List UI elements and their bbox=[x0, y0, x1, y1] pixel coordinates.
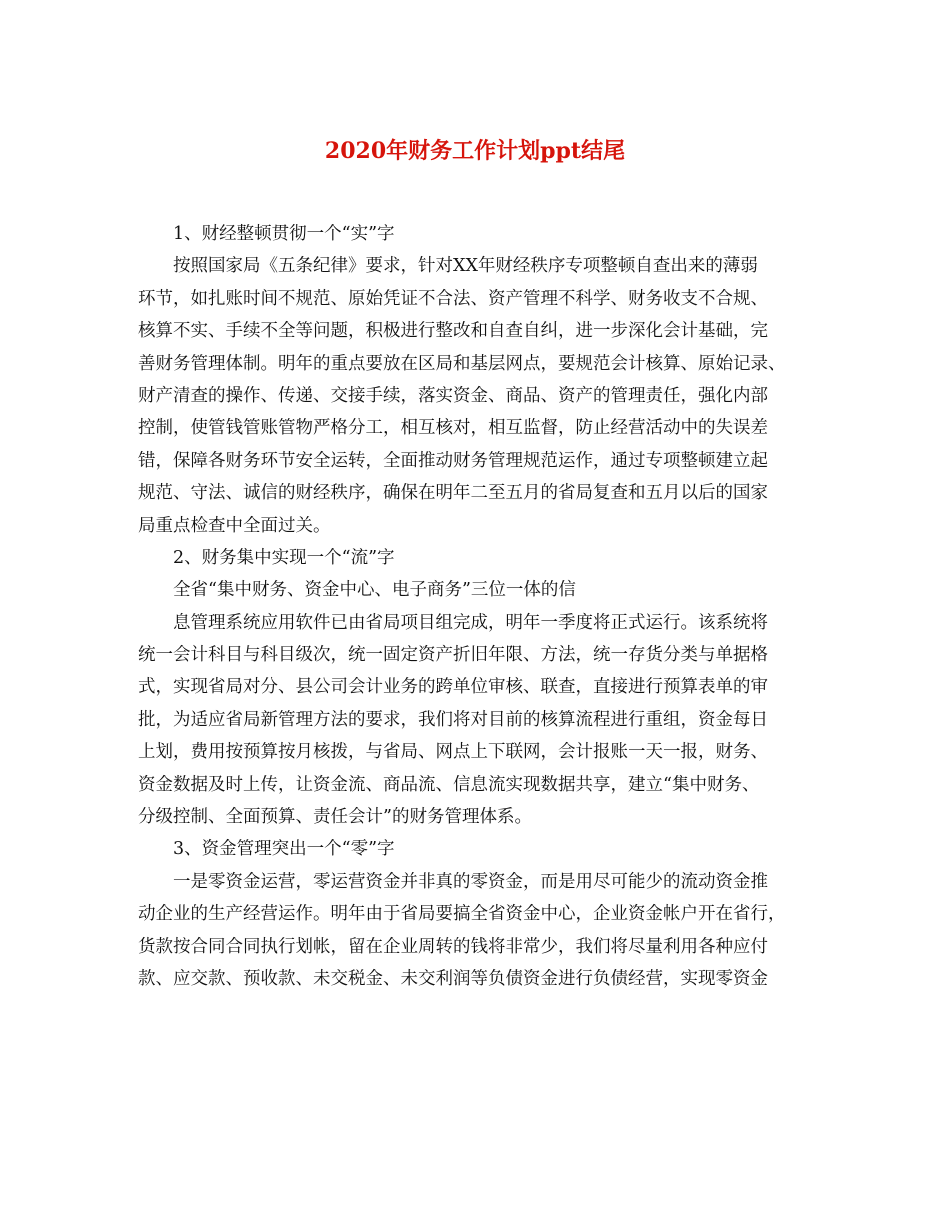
body-line: 一是零资金运营，零运营资金并非真的零资金，而是用尽可能少的流动资金推 bbox=[173, 871, 768, 892]
body-line: 环节，如扎账时间不规范、原始凭证不合法、资产管理不科学、财务收支不合规、 bbox=[138, 288, 768, 309]
body-line: 财产清查的操作、传递、交接手续，落实资金、商品、资产的管理责任，强化内部 bbox=[138, 385, 768, 406]
body-line: 货款按合同合同执行划帐，留在企业周转的钱将非常少，我们将尽量利用各种应付 bbox=[138, 936, 768, 957]
document-body bbox=[138, 218, 818, 995]
body-line: 资金数据及时上传，让资金流、商品流、信息流实现数据共享，建立“集中财务、 bbox=[138, 774, 760, 795]
body-line: 分级控制、全面预算、责任会计”的财务管理体系。 bbox=[138, 807, 532, 828]
body-line: 动企业的生产经营运作。明年由于省局要搞全省资金中心，企业资金帐户开在省行， bbox=[138, 904, 786, 925]
body-line: 局重点检查中全面过关。 bbox=[138, 515, 331, 536]
body-line: 统一会计科目与科目级次，统一固定资产折旧年限、方法，统一存货分类与单据格 bbox=[138, 645, 768, 666]
body-line: 核算不实、手续不全等问题，积极进行整改和自查自纠，进一步深化会计基础，完 bbox=[138, 321, 768, 342]
body-line: 错，保障各财务环节安全运转，全面推动财务管理规范运作，通过专项整顿建立起 bbox=[138, 450, 768, 471]
body-line: 批，为适应省局新管理方法的要求，我们将对目前的核算流程进行重组，资金每日 bbox=[138, 709, 768, 730]
body-line: 全省“集中财务、资金中心、电子商务”三位一体的信 bbox=[173, 580, 576, 601]
body-line: 2、财务集中实现一个“流”字 bbox=[173, 547, 395, 568]
body-line: 按照国家局《五条纪律》要求，针对XX年财经秩序专项整顿自查出来的薄弱 bbox=[173, 256, 758, 277]
body-line: 息管理系统应用软件已由省局项目组完成，明年一季度将正式运行。该系统将 bbox=[173, 612, 768, 633]
body-line: 上划，费用按预算按月核拨，与省局、网点上下联网，会计报账一天一报，财务、 bbox=[138, 742, 768, 763]
body-line: 善财务管理体制。明年的重点要放在区局和基层网点，要规范会计核算、原始记录、 bbox=[138, 353, 786, 374]
body-line: 3、资金管理突出一个“零”字 bbox=[173, 839, 395, 860]
body-line: 1、财经整顿贯彻一个“实”字 bbox=[173, 224, 395, 244]
body-line: 规范、守法、诚信的财经秩序，确保在明年二至五月的省局复查和五月以后的国家 bbox=[138, 483, 768, 504]
body-line: 控制，使管钱管账管物严格分工，相互核对，相互监督，防止经营活动中的失误差 bbox=[138, 418, 768, 439]
body-line: 款、应交款、预收款、未交税金、未交利润等负债资金进行负债经营，实现零资金 bbox=[138, 968, 768, 989]
document-title: 2020年财务工作计划ppt结尾 bbox=[324, 138, 626, 164]
body-line: 式，实现省局对分、县公司会计业务的跨单位审核、联查，直接进行预算表单的审 bbox=[138, 677, 768, 698]
